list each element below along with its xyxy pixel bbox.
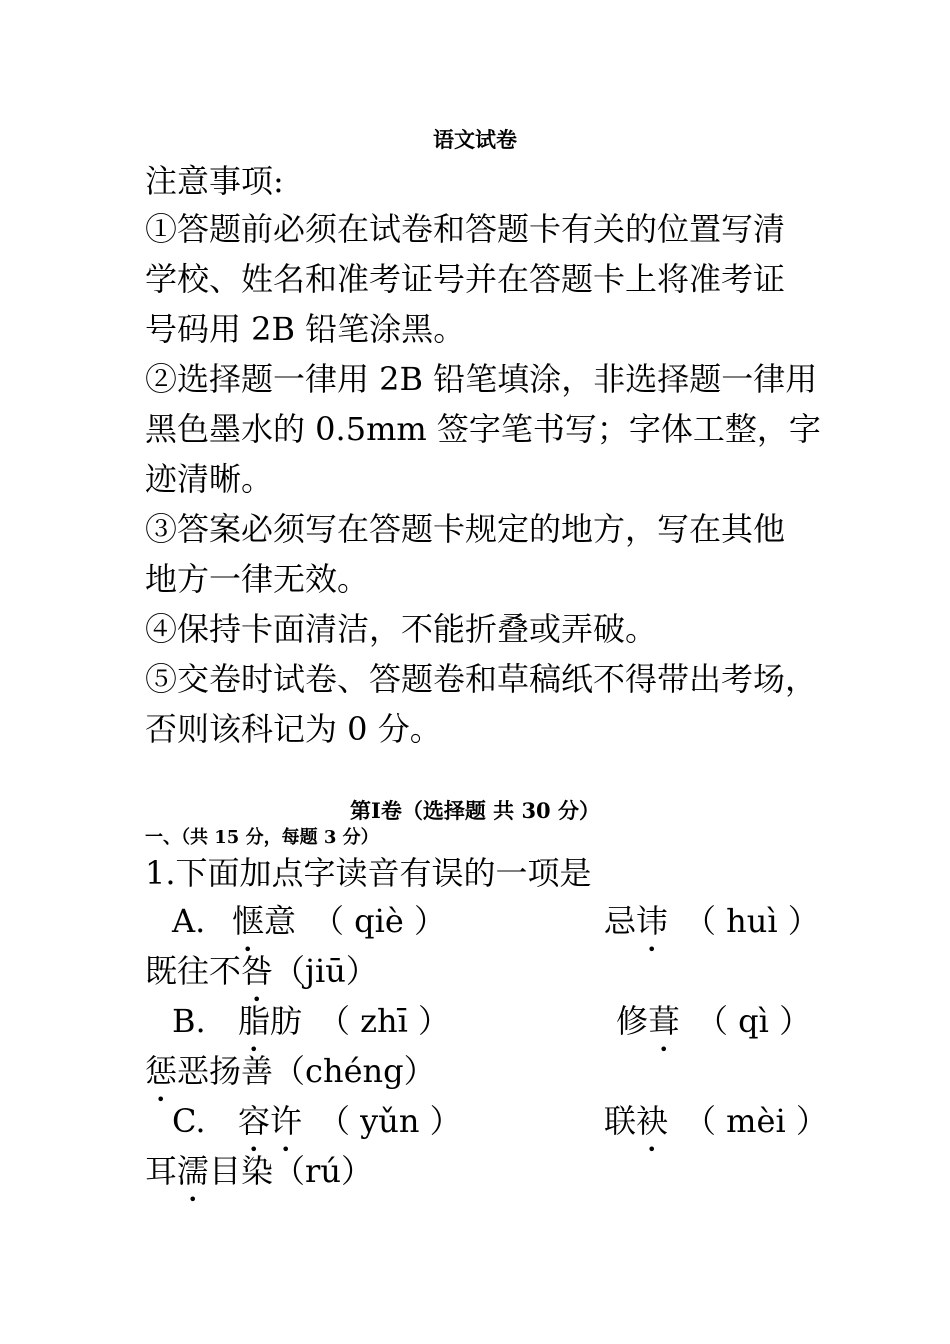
option-b-pinyin2: （ qì ）	[696, 1002, 812, 1040]
section-subtitle: 一、（共 15 分，每题 3 分）	[145, 827, 379, 848]
notice-heading: 注意事项:	[145, 162, 284, 200]
emphasis-char: 咎	[241, 952, 274, 990]
notice-line: ③答案必须写在答题卡规定的地方，写在其他	[145, 510, 786, 548]
emphasis-char: 惩	[145, 1052, 178, 1090]
option-b-pinyin1: （ zhī ）	[318, 1002, 451, 1040]
notice-line: 否则该科记为 0 分。	[145, 710, 442, 748]
pinyin: （rú）	[273, 1152, 373, 1190]
option-a-pinyin1: （ qiè ）	[312, 902, 447, 940]
emphasis-char: 脂	[238, 1002, 271, 1040]
option-a-word2	[604, 896, 668, 959]
notice-line: 地方一律无效。	[145, 560, 370, 598]
plain-char: 肪	[270, 1002, 303, 1040]
notice-line: 黑色墨水的 0.5mm 签字笔书写；字体工整，字	[145, 410, 821, 448]
emphasis-char: 葺	[648, 1002, 681, 1040]
plain-char: 目染	[209, 1152, 274, 1190]
pinyin: （chéng）	[273, 1052, 436, 1090]
plain-char: 修	[616, 1002, 649, 1040]
option-c-label: C.	[172, 1102, 206, 1140]
emphasis-char: 惬	[232, 902, 265, 940]
emphasis-char: 讳	[636, 902, 669, 940]
pinyin: （jiū）	[273, 952, 378, 990]
emphasis-char: 濡	[177, 1152, 210, 1190]
option-c-pinyin2: （ mèi ）	[684, 1102, 828, 1140]
notice-line: ⑤交卷时试卷、答题卷和草稿纸不得带出考场，	[145, 660, 818, 698]
emphasis-char: 许	[270, 1102, 303, 1140]
plain-char: 既往不	[145, 952, 242, 990]
document-title: 语文试卷	[433, 127, 517, 152]
option-a-pinyin2: （ huì ）	[684, 902, 820, 940]
plain-char: 恶扬善	[177, 1052, 274, 1090]
section-title: 第I卷（选择题 共 30 分）	[350, 798, 600, 823]
plain-char: 忌	[604, 902, 637, 940]
plain-char: 意	[264, 902, 297, 940]
option-c-word3	[145, 1146, 373, 1209]
option-b-label: B.	[172, 1002, 206, 1040]
option-c-word2	[604, 1096, 668, 1159]
notice-line: 迹清晰。	[145, 460, 274, 498]
emphasis-char: 袂	[636, 1102, 669, 1140]
option-a-label: A.	[172, 902, 206, 940]
option-c-pinyin1: （ yǔn ）	[318, 1102, 462, 1140]
plain-char: 联	[604, 1102, 637, 1140]
plain-char: 耳	[145, 1152, 178, 1190]
notice-line: 号码用 2B 铅笔涂黑。	[145, 310, 466, 348]
notice-line: ①答题前必须在试卷和答题卡有关的位置写清	[145, 210, 786, 248]
notice-line: ②选择题一律用 2B 铅笔填涂，非选择题一律用	[145, 360, 818, 398]
notice-line: 学校、姓名和准考证号并在答题卡上将准考证	[145, 260, 786, 298]
emphasis-char: 容	[238, 1102, 271, 1140]
question-stem: 1.下面加点字读音有误的一项是	[145, 854, 592, 892]
notice-line: ④保持卡面清洁，不能折叠或弄破。	[145, 610, 658, 648]
option-b-word2	[616, 996, 680, 1059]
